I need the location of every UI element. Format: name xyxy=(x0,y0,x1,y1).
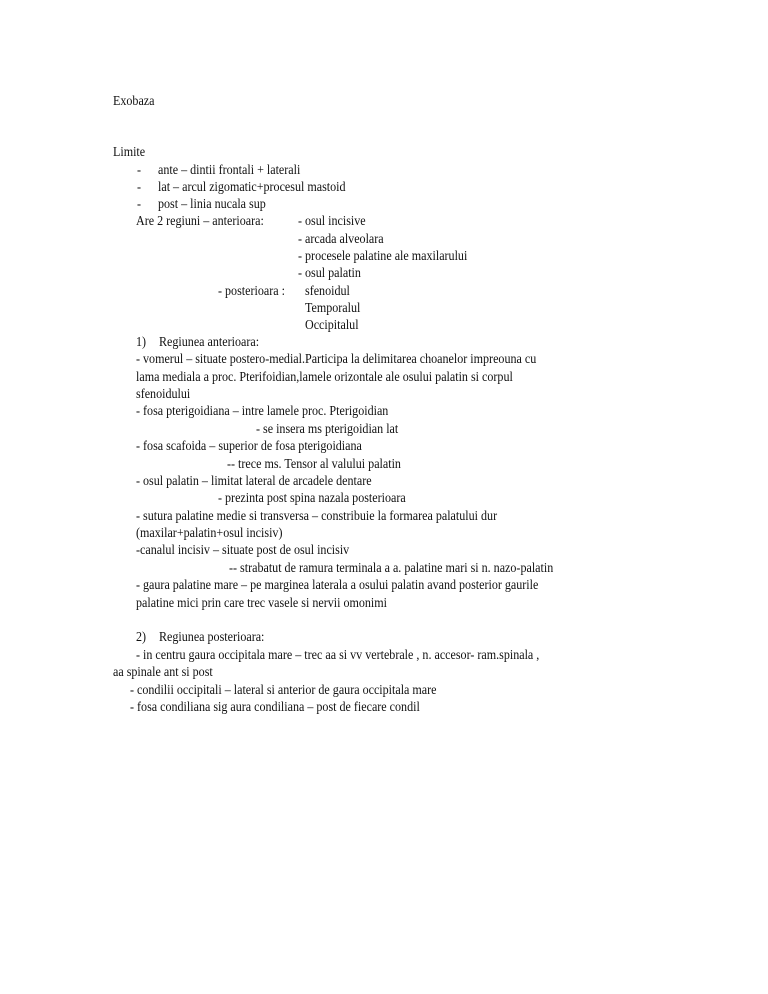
list-bullet: - xyxy=(137,162,142,177)
section-heading: Regiunea anterioara: xyxy=(159,334,260,349)
text-line: - sutura palatine medie si transversa – constribuie la formarea palatului dur xyxy=(136,508,498,523)
text-line: lama mediala a proc. Pterifoidian,lamele orizontale ale osului palatin si corpul xyxy=(136,369,513,384)
list-bullet: - xyxy=(137,179,142,194)
regiuni-posterior-item: Occipitalul xyxy=(305,317,359,332)
text-line: -- strabatut de ramura terminala a a. palatine mari si n. nazo-palatin xyxy=(229,560,554,575)
list-item: lat – arcul zigomatic+procesul mastoid xyxy=(158,179,346,194)
regiuni-posterior-label: - posterioara : xyxy=(218,283,285,298)
regiuni-anterior-item: - osul incisive xyxy=(298,213,366,228)
regiuni-anterior-item: - arcada alveolara xyxy=(298,231,384,246)
text-line: sfenoidului xyxy=(136,386,191,401)
section-heading: Regiunea posterioara: xyxy=(159,629,265,644)
regiuni-anterior-item: - osul palatin xyxy=(298,265,361,280)
text-line: - fosa condiliana sig aura condiliana – post de fiecare condil xyxy=(130,699,420,714)
text-line: -- trece ms. Tensor al valului palatin xyxy=(227,456,401,471)
text-line: - se insera ms pterigoidian lat xyxy=(256,421,399,436)
text-line: - prezinta post spina nazala posterioara xyxy=(218,490,406,505)
text-line: - vomerul – situate postero-medial.Participa la delimitarea choanelor impreouna cu xyxy=(136,351,537,366)
text-line: - condilii occipitali – lateral si anterior de gaura occipitala mare xyxy=(130,682,437,697)
text-line: - osul palatin – limitat lateral de arcadele dentare xyxy=(136,473,372,488)
list-item: post – linia nucala sup xyxy=(158,196,266,211)
text-line: - gaura palatine mare – pe marginea laterala a osului palatin avand posterior gaurile xyxy=(136,577,539,592)
list-bullet: - xyxy=(137,196,142,211)
text-line: - fosa pterigoidiana – intre lamele proc. Pterigoidian xyxy=(136,403,389,418)
document-title: Exobaza xyxy=(113,93,155,108)
regiuni-anterior-item: - procesele palatine ale maxilarului xyxy=(298,248,468,263)
text-line: - fosa scafoida – superior de fosa pterigoidiana xyxy=(136,438,362,453)
text-line: -canalul incisiv – situate post de osul incisiv xyxy=(136,542,350,557)
limite-heading: Limite xyxy=(113,144,146,159)
list-item: ante – dintii frontali + laterali xyxy=(158,162,301,177)
section-number: 1) xyxy=(136,334,147,349)
regiuni-intro: Are 2 regiuni – anterioara: xyxy=(136,213,264,228)
text-line: aa spinale ant si post xyxy=(113,664,213,679)
section-number: 2) xyxy=(136,629,147,644)
regiuni-posterior-item: sfenoidul xyxy=(305,283,350,298)
regiuni-posterior-item: Temporalul xyxy=(305,300,361,315)
text-line: (maxilar+palatin+osul incisiv) xyxy=(136,525,283,540)
text-line: - in centru gaura occipitala mare – trec aa si vv vertebrale , n. accesor- ram.spinala , xyxy=(136,647,540,662)
text-line: palatine mici prin care trec vasele si nervii omonimi xyxy=(136,595,387,610)
